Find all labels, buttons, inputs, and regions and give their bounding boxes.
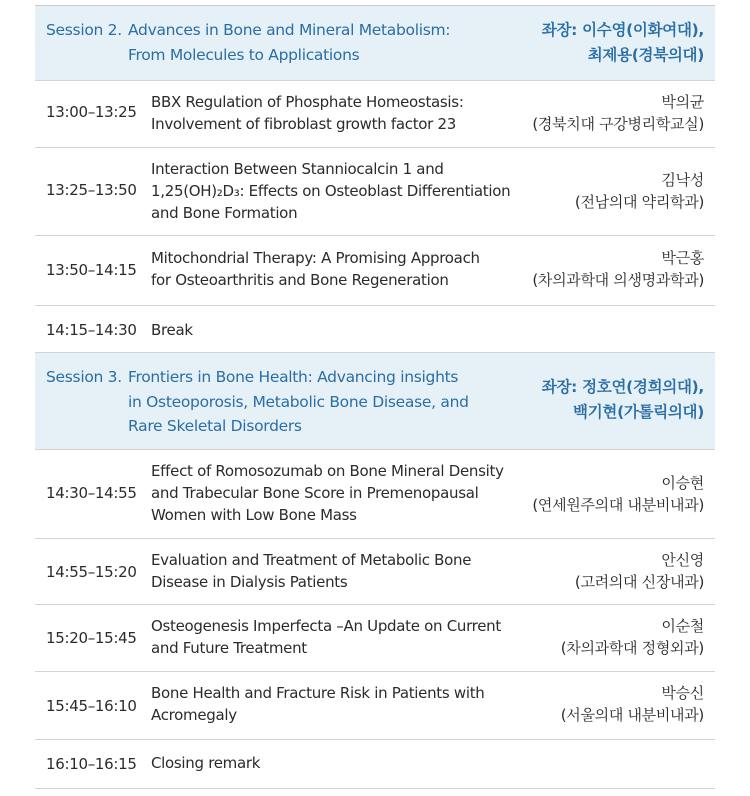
table-row: [35, 672, 715, 740]
talk-title-line: for Osteoarthritis and Bone Regeneration: [151, 271, 449, 289]
speaker-affiliation: (연세원주의대 내분비내과): [532, 496, 704, 514]
table-row: [35, 236, 715, 306]
time-slot: 13:50–14:15: [46, 261, 137, 279]
session-title: [128, 18, 488, 67]
time-slot: 14:30–14:55: [46, 484, 137, 502]
time-slot: 13:25–13:50: [46, 181, 137, 199]
talk-title-line: Disease in Dialysis Patients: [151, 573, 348, 591]
time-slot: 15:45–16:10: [46, 697, 137, 715]
table-row: [35, 539, 715, 605]
talk-title-line: and Bone Formation: [151, 204, 298, 222]
talk-title: [151, 247, 531, 291]
talk-title-line: Acromegaly: [151, 706, 237, 724]
talk-title-line: Women with Low Bone Mass: [151, 506, 357, 524]
chair-line: 최제용(경북의대): [587, 45, 704, 64]
closing-row: [35, 740, 715, 789]
speaker-name: 박의균: [661, 93, 704, 111]
session-title-line: Rare Skeletal Disorders: [128, 417, 302, 435]
talk-title: [151, 158, 531, 224]
speaker-name: 이순철: [661, 617, 704, 635]
talk-title: [151, 549, 531, 593]
session-title-line: Advances in Bone and Mineral Metabolism:: [128, 21, 451, 39]
session-3-header: [35, 353, 715, 450]
talk-title-line: Effect of Romosozumab on Bone Mineral Density: [151, 462, 504, 480]
speaker: [532, 472, 704, 516]
talk-title-line: and Trabecular Bone Score in Premenopausal: [151, 484, 479, 502]
talk-title-line: and Future Treatment: [151, 639, 307, 657]
session-chairs: [542, 375, 704, 424]
speaker: [561, 615, 704, 659]
table-row: [35, 605, 715, 672]
time-slot: 13:00–13:25: [46, 103, 137, 121]
talk-title: [151, 615, 531, 659]
session-2-header: [35, 6, 715, 81]
talk-title-line: Mitochondrial Therapy: A Promising Approach: [151, 249, 480, 267]
speaker: [575, 549, 704, 593]
talk-title-line: Involvement of fibroblast growth factor 23: [151, 115, 456, 133]
speaker: [575, 169, 704, 213]
session-label: Session 2.: [46, 21, 122, 39]
speaker-affiliation: (전남의대 약리학과): [574, 193, 704, 211]
session-title: [128, 365, 488, 439]
time-slot: 16:10–16:15: [46, 755, 137, 773]
session-label: Session 3.: [46, 368, 122, 386]
time-slot: 14:15–14:30: [46, 321, 137, 339]
table-row: [35, 81, 715, 148]
talk-title: [151, 91, 531, 135]
break-label: Break: [151, 321, 193, 339]
chair-line: 좌장: 정호연(경희의대),: [541, 378, 704, 396]
speaker: [532, 91, 704, 135]
talk-title-line: Bone Health and Fracture Risk in Patients with: [151, 684, 485, 702]
talk-title: [151, 460, 531, 526]
session-chairs: [542, 18, 704, 67]
break-row: [35, 306, 715, 353]
speaker-name: 김낙성: [661, 171, 704, 189]
talk-title-line: 1,25(OH)₂D₃: Effects on Osteoblast Differentiation: [151, 182, 511, 200]
time-slot: 14:55–15:20: [46, 563, 137, 581]
speaker: [532, 247, 704, 291]
speaker-affiliation: (고려의대 신장내과): [574, 573, 704, 591]
speaker-name: 이승현: [661, 474, 704, 492]
speaker: [561, 682, 704, 726]
talk-title-line: BBX Regulation of Phosphate Homeostasis:: [151, 93, 464, 111]
speaker-affiliation: (경북치대 구강병리학교실): [532, 115, 704, 133]
time-slot: 15:20–15:45: [46, 629, 137, 647]
talk-title-line: Evaluation and Treatment of Metabolic Bone: [151, 551, 472, 569]
closing-label: Closing remark: [151, 754, 261, 772]
talk-title-line: Interaction Between Stanniocalcin 1 and: [151, 160, 444, 178]
talk-title: [151, 682, 531, 726]
speaker-affiliation: (차의과학대 의생명과학과): [532, 271, 704, 289]
table-row: [35, 450, 715, 539]
session-title-line: in Osteoporosis, Metabolic Bone Disease, and: [128, 392, 469, 411]
table-row: [35, 148, 715, 236]
speaker-name: 박근홍: [661, 249, 704, 267]
chair-line: 좌장: 이수영(이화여대),: [541, 21, 704, 39]
speaker-affiliation: (서울의대 내분비내과): [560, 706, 704, 724]
chair-line: 백기현(가톨릭의대): [573, 402, 704, 421]
speaker-affiliation: (차의과학대 정형외과): [560, 639, 704, 657]
speaker-name: 안신영: [661, 551, 704, 569]
talk-title-line: Osteogenesis Imperfecta –An Update on Current: [151, 617, 501, 635]
speaker-name: 박승신: [661, 684, 704, 702]
session-title-line: From Molecules to Applications: [128, 45, 360, 64]
session-title-line: Frontiers in Bone Health: Advancing insights: [128, 368, 459, 386]
